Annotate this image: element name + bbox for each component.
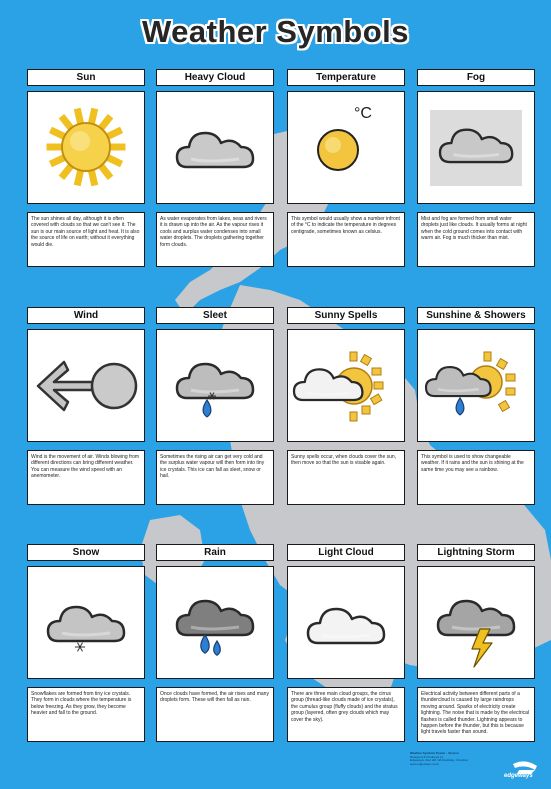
card-description: Mist and fog are formed from small water droplets just like clouds. It usually forms at night when the cold ground comes into contact with warm air. Fog is much thicker than mist. <box>417 212 535 267</box>
card-description: Snowflakes are formed from tiny ice crystals. They form in clouds where the temperature is below freezing. As they grow, they become heavier and fall to the ground. <box>27 687 145 742</box>
card-symbol <box>287 91 405 204</box>
card-symbol <box>417 329 535 442</box>
rain-icon <box>157 567 273 678</box>
poster-title: Weather Symbols <box>141 14 410 49</box>
card-symbol <box>287 329 405 442</box>
temperature-icon <box>288 92 404 203</box>
heavy-cloud-icon <box>157 92 273 203</box>
card-description: Sunny spells occur, when clouds cover the sun, then move so that the sun is visable again. <box>287 450 405 505</box>
card-label: Sun <box>27 69 145 86</box>
fog-icon <box>418 92 534 203</box>
footer-line-4: www.edgeways.co.uk <box>410 761 439 766</box>
card-description: As water evaporates from lakes, seas and rivers it is drawn up into the air. As the vapour rises it cools and surplus water condenses into small water droplets. The droplets gathering together form clouds. <box>156 212 274 267</box>
brand-name: edgeways <box>504 773 533 779</box>
card-symbol <box>156 329 274 442</box>
footer-line-3: Edgeways, Red Hill, Wimboldsley, Cheshire <box>410 758 469 763</box>
card-symbol <box>156 91 274 204</box>
footer-line-2: Designed & Produced by <box>410 754 444 759</box>
temperature-unit: °C <box>354 105 372 122</box>
footer-line-1: Weather Symbols Poster - Version <box>410 751 459 755</box>
card-description: Electrical activity between different parts of a thundercloud is caused by large raindrops moving around. Sparks of electricity create lightning. The noise that is made by the electrical flashes is called thunder. Lightning appears to happen before the thunder, but this is because light travels faster than sound. <box>417 687 535 742</box>
card-label: Fog <box>417 69 535 86</box>
card-description: Sometimes the rising air can get very cold and the surplus water vapour will then form into tiny ice crystals. This ice can fall as sleet, snow or hail. <box>156 450 274 505</box>
sleet-icon <box>157 330 273 441</box>
card-label: Heavy Cloud <box>156 69 274 86</box>
card-label: Temperature <box>287 69 405 86</box>
light-cloud-icon <box>288 567 404 678</box>
card-label: Sunshine & Showers <box>417 307 535 324</box>
sun-icon <box>28 92 144 203</box>
card-symbol <box>287 566 405 679</box>
lightning-storm-icon <box>418 567 534 678</box>
card-description: Once clouds have formed, the air rises and many droplets form. These will then fall as rain. <box>156 687 274 742</box>
card-symbol <box>27 329 145 442</box>
card-description: The sun shines all day, although it is often covered with clouds so that we can't see it. The sun is our main source of light and heat. It is also the source of life on earth; without it everything would die. <box>27 212 145 267</box>
card-symbol <box>156 566 274 679</box>
sunshine-showers-icon <box>418 330 534 441</box>
sunny-spells-icon <box>288 330 404 441</box>
card-description: This symbol is used to show changeable weather. If it rains and the sun is shining at the same time you may see a rainbow. <box>417 450 535 505</box>
snow-icon <box>28 567 144 678</box>
card-label: Sleet <box>156 307 274 324</box>
card-symbol <box>417 566 535 679</box>
card-description: Wind is the movement of air. Winds blowing from different directions can bring different weather. You can measure the wind speed with an anemometer. <box>27 450 145 505</box>
card-symbol <box>27 566 145 679</box>
card-label: Lightning Storm <box>417 544 535 561</box>
card-label: Wind <box>27 307 145 324</box>
footer-credits <box>410 752 502 766</box>
card-label: Snow <box>27 544 145 561</box>
card-label: Rain <box>156 544 274 561</box>
card-label: Light Cloud <box>287 544 405 561</box>
card-description: This symbol would usually show a number infront of the °C to indicate the temperature in degrees centigrade, sometimes known as celsius. <box>287 212 405 267</box>
wind-icon <box>28 330 144 441</box>
card-symbol <box>417 91 535 204</box>
card-symbol <box>27 91 145 204</box>
card-label: Sunny Spells <box>287 307 405 324</box>
card-description: There are three main cloud groups, the cirrus group (thread-like clouds made of ice crystals), the cumulus group (fluffy clouds) and the stratus group (layered, often grey clouds which may cover the sky). <box>287 687 405 742</box>
